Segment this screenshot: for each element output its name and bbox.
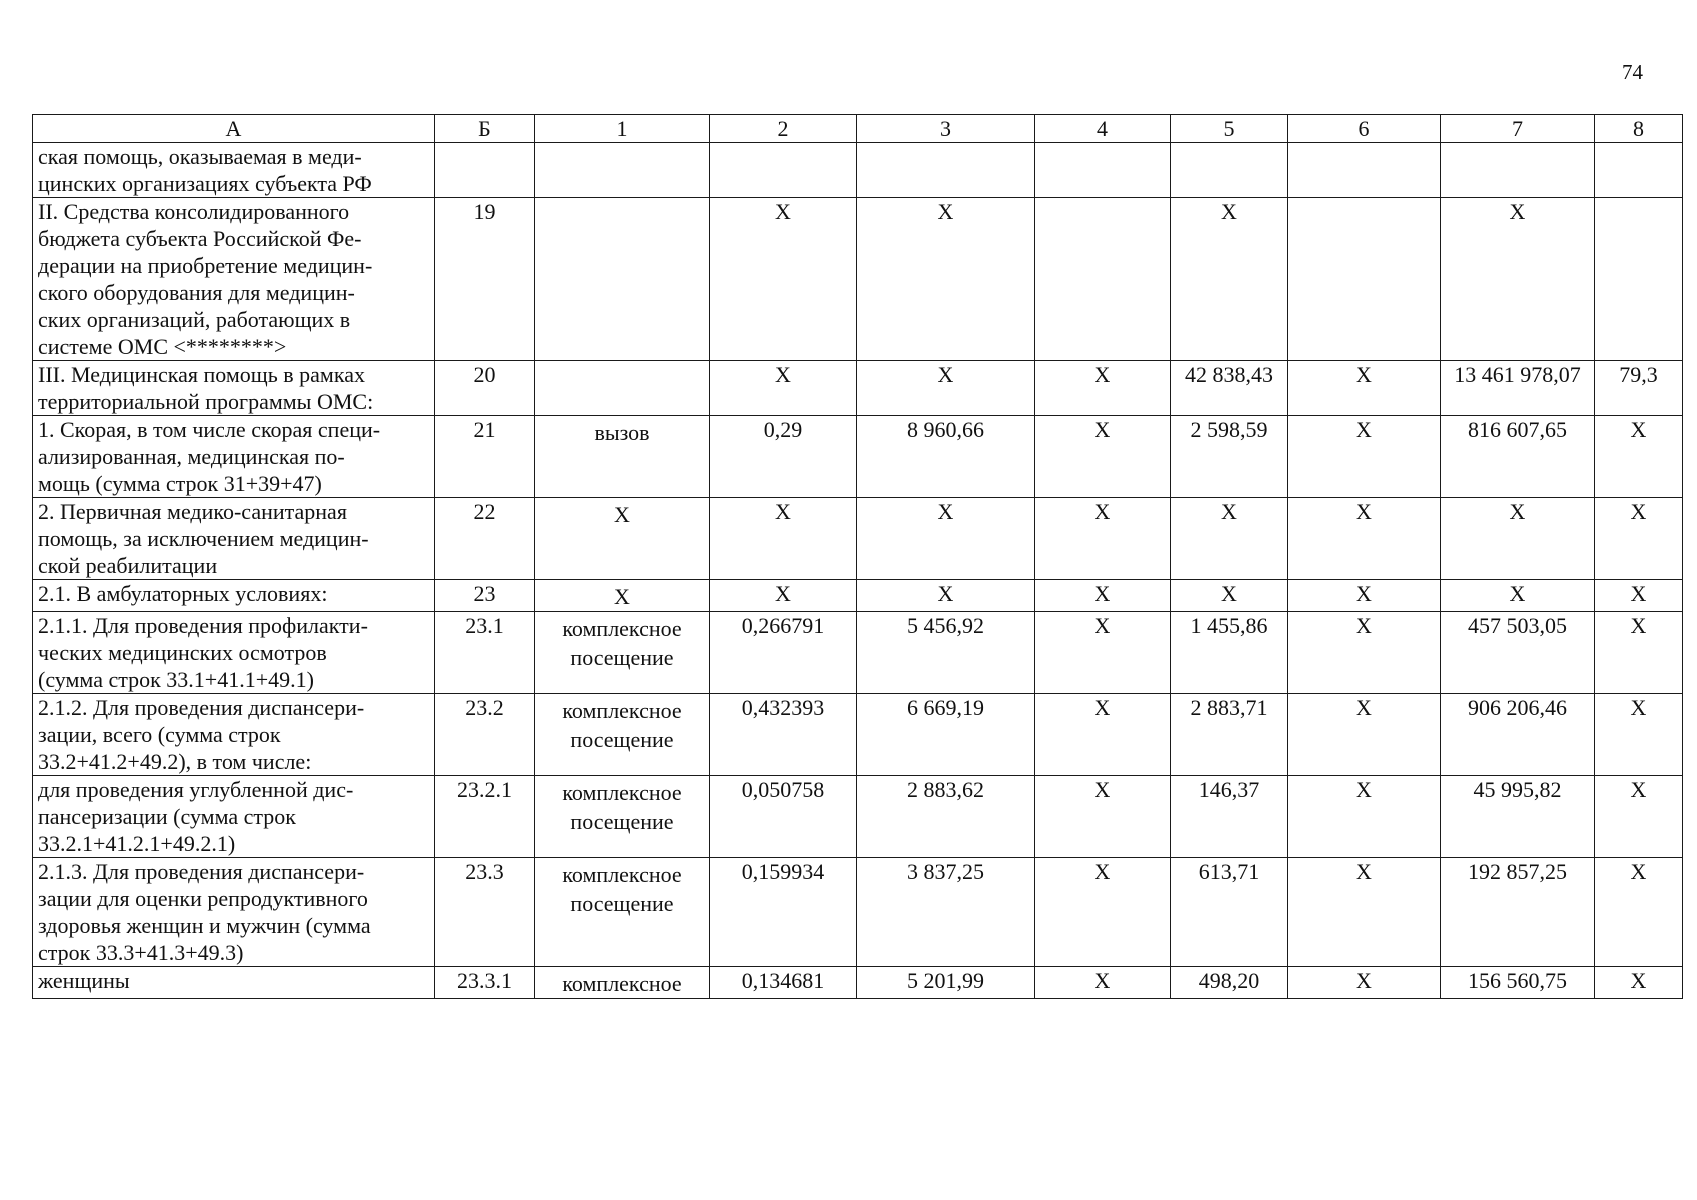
table-cell: комплексное посещение [535,612,710,694]
table-cell: Х [1595,967,1683,999]
table-cell: Х [857,361,1035,416]
column-header: 7 [1441,115,1595,143]
table-cell: Х [1035,580,1171,612]
table-cell: Х [857,580,1035,612]
table-cell: Х [710,361,857,416]
table-cell [535,198,710,361]
table-cell [535,143,710,198]
table-row [33,498,1683,580]
table-cell: Х [1035,858,1171,967]
table-cell: Х [1288,694,1441,776]
column-header: 5 [1171,115,1288,143]
table-cell: комплексное [535,967,710,999]
table-cell: Х [857,198,1035,361]
table-row [33,198,1683,361]
table-row [33,612,1683,694]
table-cell: ская помощь, оказываемая в меди- цинских организациях субъекта РФ [33,143,435,198]
table-cell: Х [1595,498,1683,580]
table-row [33,580,1683,612]
table-cell: 0,432393 [710,694,857,776]
table-cell: 42 838,43 [1171,361,1288,416]
column-header: 1 [535,115,710,143]
table-body [33,143,1683,999]
table-cell: Х [710,580,857,612]
table-cell: женщины [33,967,435,999]
table-cell: Х [1595,612,1683,694]
table-cell: 0,050758 [710,776,857,858]
table-cell: 1 455,86 [1171,612,1288,694]
table-cell: 22 [435,498,535,580]
table-cell: Х [1288,580,1441,612]
table-cell: 23 [435,580,535,612]
table-cell: Х [857,498,1035,580]
column-header: А [33,115,435,143]
table-cell: 23.3.1 [435,967,535,999]
table-cell: комплексное посещение [535,858,710,967]
table-cell: Х [1441,198,1595,361]
table-cell: Х [1288,612,1441,694]
table-cell: Х [710,498,857,580]
table-cell: 0,134681 [710,967,857,999]
table-cell: Х [1288,858,1441,967]
table-cell: 19 [435,198,535,361]
table-cell: Х [1288,498,1441,580]
table-cell: 2 883,62 [857,776,1035,858]
table-cell: Х [1441,580,1595,612]
table-cell: 2. Первичная медико-санитарная помощь, за исключением медицин- ской реабилитации [33,498,435,580]
table-cell: 0,29 [710,416,857,498]
table-row [33,361,1683,416]
table-cell: 816 607,65 [1441,416,1595,498]
table-cell: 5 456,92 [857,612,1035,694]
table-cell: 906 206,46 [1441,694,1595,776]
table-cell: Х [1441,498,1595,580]
column-header: Б [435,115,535,143]
table-cell: Х [1171,498,1288,580]
table-cell: 13 461 978,07 [1441,361,1595,416]
table-cell: Х [1595,694,1683,776]
table-cell: 2 598,59 [1171,416,1288,498]
table-row [33,967,1683,999]
table-cell: 613,71 [1171,858,1288,967]
table-cell: вызов [535,416,710,498]
table-cell: 192 857,25 [1441,858,1595,967]
table-cell: 457 503,05 [1441,612,1595,694]
table-cell: Х [1035,416,1171,498]
table-cell [1035,198,1171,361]
table-cell: II. Средства консолидированного бюджета субъекта Российской Фе- дерации на приобретение медицин- ского оборудования для медицин- ских организаций, работающих в системе ОМС <********> [33,198,435,361]
table-cell: 45 995,82 [1441,776,1595,858]
column-header: 2 [710,115,857,143]
header-row [33,115,1683,143]
table-cell: III. Медицинская помощь в рамках территориальной программы ОМС: [33,361,435,416]
table-row [33,694,1683,776]
table-cell [1288,198,1441,361]
table-cell: Х [1171,198,1288,361]
table-cell: Х [535,498,710,580]
table-cell: 2.1.1. Для проведения профилакти- ческих медицинских осмотров (сумма строк 33.1+41.1+49.1) [33,612,435,694]
table-cell: 79,3 [1595,361,1683,416]
column-header: 4 [1035,115,1171,143]
table-cell: Х [535,580,710,612]
table-cell: Х [1595,580,1683,612]
table-cell: 1. Скорая, в том числе скорая специ- ализированная, медицинская по- мощь (сумма строк 31+39+47) [33,416,435,498]
column-header: 3 [857,115,1035,143]
table-cell: 23.1 [435,612,535,694]
table-cell: 23.3 [435,858,535,967]
table-cell [535,361,710,416]
data-table [32,114,1683,999]
table-cell: 23.2 [435,694,535,776]
table-cell: Х [1595,858,1683,967]
table-cell: 21 [435,416,535,498]
table-cell [1441,143,1595,198]
table-cell [1288,143,1441,198]
table-cell: Х [1035,694,1171,776]
table-cell: 2 883,71 [1171,694,1288,776]
table-cell: 2.1.2. Для проведения диспансери- зации, всего (сумма строк 33.2+41.2+49.2), в том числе: [33,694,435,776]
table-cell: 20 [435,361,535,416]
page-number: 74 [1622,60,1643,84]
table-cell: 5 201,99 [857,967,1035,999]
table-cell: Х [1595,416,1683,498]
table-cell: 0,266791 [710,612,857,694]
table-cell: 2.1. В амбулаторных условиях: [33,580,435,612]
table-cell [1595,198,1683,361]
table-cell [435,143,535,198]
table-cell: Х [1035,967,1171,999]
table-cell: 146,37 [1171,776,1288,858]
table-cell: Х [1035,361,1171,416]
table-cell: для проведения углубленной дис- пансеризации (сумма строк 33.2.1+41.2.1+49.2.1) [33,776,435,858]
column-header: 6 [1288,115,1441,143]
table-cell [1035,143,1171,198]
table-row [33,858,1683,967]
table-cell [857,143,1035,198]
table-cell: Х [1035,498,1171,580]
table-cell: Х [1288,361,1441,416]
table-cell: Х [1288,776,1441,858]
table-cell: 0,159934 [710,858,857,967]
table-cell: Х [1171,580,1288,612]
table-row [33,776,1683,858]
table-cell: 6 669,19 [857,694,1035,776]
table-cell: Х [710,198,857,361]
table-cell [710,143,857,198]
table-cell: 23.2.1 [435,776,535,858]
table-cell: 2.1.3. Для проведения диспансери- зации для оценки репродуктивного здоровья женщин и мужчин (сумма строк 33.3+41.3+49.3) [33,858,435,967]
table-row [33,143,1683,198]
table-row [33,416,1683,498]
table-cell: Х [1288,967,1441,999]
table-cell: Х [1288,416,1441,498]
table-cell: 3 837,25 [857,858,1035,967]
column-header: 8 [1595,115,1683,143]
table-cell [1595,143,1683,198]
table-cell: комплексное посещение [535,694,710,776]
table-cell: комплексное посещение [535,776,710,858]
table-cell: 8 960,66 [857,416,1035,498]
table-cell: Х [1595,776,1683,858]
table-cell: Х [1035,612,1171,694]
table-cell [1171,143,1288,198]
table-cell: Х [1035,776,1171,858]
table-cell: 498,20 [1171,967,1288,999]
table-cell: 156 560,75 [1441,967,1595,999]
